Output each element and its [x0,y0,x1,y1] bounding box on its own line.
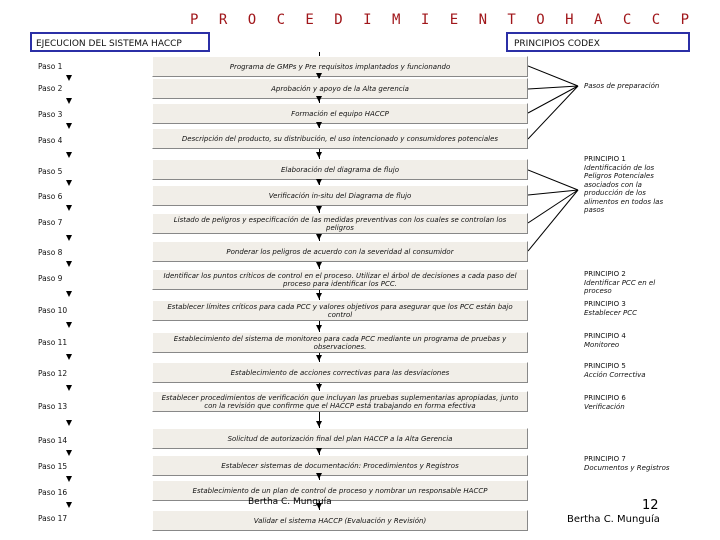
principle-6-head: PRINCIPIO 6 [584,394,626,402]
left-arrow-icon [66,354,72,360]
left-arrow-icon [66,502,72,508]
author-signature-right: Bertha C. Munguía [567,514,660,525]
paso-label-11: Paso 11 [38,338,68,347]
principle-3-head: PRINCIPIO 3 [584,300,626,308]
step-box-5: Elaboración del diagrama de flujo [152,159,528,180]
principle-7-head: PRINCIPIO 7 [584,455,626,463]
principle-7 [584,455,694,472]
paso-label-10: Paso 10 [38,306,68,315]
left-arrow-icon [66,291,72,297]
step-box-17: Validar el sistema HACCP (Evaluación y Revisión) [152,510,528,531]
paso-label-9: Paso 9 [38,274,63,283]
left-arrow-icon [66,152,72,158]
left-arrow-icon [66,98,72,104]
principle-6 [584,394,680,411]
flow-arrow-icon [316,325,322,331]
left-arrow-icon [66,75,72,81]
flow-arrow-icon [316,421,322,427]
principle-3 [584,300,680,317]
principle-prep: Pasos de preparación [584,82,660,90]
flow-arrow-icon [316,152,322,158]
step-box-7: Listado de peligros y especificación de las medidas preventivas con los cuales se controlan los peligros [152,213,528,234]
flow-arrow-icon [316,293,322,299]
paso-label-3: Paso 3 [38,110,63,119]
flow-arrow-icon [316,206,322,212]
paso-label-14: Paso 14 [38,436,68,445]
paso-label-12: Paso 12 [38,369,68,378]
step-box-2: Aprobación y apoyo de la Alta gerencia [152,78,528,99]
step-box-3: Formación el equipo HACCP [152,103,528,124]
paso-label-6: Paso 6 [38,192,63,201]
paso-label-8: Paso 8 [38,248,63,257]
flow-arrow-icon [316,179,322,185]
step-box-11: Establecimiento del sistema de monitoreo para cada PCC mediante un programa de pruebas y observaciones. [152,332,528,353]
left-arrow-icon [66,180,72,186]
left-arrow-icon [66,385,72,391]
left-arrow-icon [66,450,72,456]
header-principios: PRINCIPIOS CODEX [506,32,690,52]
flow-arrow-icon [316,234,322,240]
principle-7-text: Documentos y Registros [584,463,670,472]
principle-2-head: PRINCIPIO 2 [584,270,626,278]
flow-arrow-icon [316,448,322,454]
principle-4-head: PRINCIPIO 4 [584,332,626,340]
page-number: 12 [642,498,659,513]
step-box-14: Solicitud de autorización final del plan HACCP a la Alta Gerencia [152,428,528,449]
flow-arrow-icon [316,262,322,268]
step-box-15: Establecer sistemas de documentación: Procedimientos y Registros [152,455,528,476]
flow-arrow-icon [316,384,322,390]
left-arrow-icon [66,476,72,482]
paso-label-1: Paso 1 [38,62,63,71]
step-box-12: Establecimiento de acciones correctivas para las desviaciones [152,362,528,383]
paso-label-15: Paso 15 [38,462,68,471]
paso-label-4: Paso 4 [38,136,63,145]
principle-5-text: Acción Correctiva [584,370,646,379]
step-box-6: Verificación in-situ del Diagrama de flujo [152,185,528,206]
principle-3-text: Establecer PCC [584,308,638,317]
flow-arrow-icon [316,73,322,79]
left-arrow-icon [66,261,72,267]
step-box-13: Establecer procedimientos de verificación que incluyan las pruebas suplementarias apropiadas, junto con la revisión que confirme que el HACCP está trabajando en forma efectiva [152,391,528,412]
header-ejecucion: EJECUCION DEL SISTEMA HACCP [30,32,210,52]
principles-bracket-lines [528,0,588,540]
paso-label-16: Paso 16 [38,488,68,497]
step-box-4: Descripción del producto, su distribución, el uso intencionado y consumidores potenciales [152,128,528,149]
principle-2-text: Identificar PCC en el proceso [584,278,656,295]
paso-label-17: Paso 17 [38,514,68,523]
step-box-10: Establecer límites críticos para cada PCC y valores objetivos para asegurar que los PCC están bajo control [152,300,528,321]
step-box-9: Identificar los puntos críticos de control en el proceso. Utilizar el árbol de decisiones a cada paso del proceso para identificar los PCC. [152,269,528,290]
principle-6-text: Verificación [584,402,625,411]
step-box-16: Establecimiento de un plan de control de proceso y nombrar un responsable HACCP [152,480,528,501]
principle-1-head: PRINCIPIO 1 [584,155,626,163]
flow-arrow-icon [316,473,322,479]
principle-4-text: Monitoreo [584,340,620,349]
left-arrow-icon [66,322,72,328]
principle-5-head: PRINCIPIO 5 [584,362,626,370]
principle-2 [584,270,680,296]
paso-label-2: Paso 2 [38,84,63,93]
step-box-8: Ponderar los peligros de acuerdo con la severidad al consumidor [152,241,528,262]
author-signature-center: Bertha C. Munguía [248,497,332,507]
paso-label-13: Paso 13 [38,402,68,411]
flow-arrow-icon [316,355,322,361]
page-title: P R O C E D I M I E N T O H A C C P [190,12,696,28]
paso-label-5: Paso 5 [38,167,63,176]
principle-4 [584,332,680,349]
left-arrow-icon [66,420,72,426]
step-box-1: Programa de GMPs y Pre requisitos implantados y funcionando [152,56,528,77]
principle-1 [584,155,672,215]
left-arrow-icon [66,235,72,241]
flow-arrow-icon [316,122,322,128]
left-arrow-icon [66,123,72,129]
principle-5 [584,362,680,379]
left-arrow-icon [66,205,72,211]
paso-label-7: Paso 7 [38,218,63,227]
flow-arrow-icon [316,96,322,102]
principle-1-text: Identificación de los Peligros Potenciales asociados con la producción de los alimentos en todos las pasos [584,163,664,214]
